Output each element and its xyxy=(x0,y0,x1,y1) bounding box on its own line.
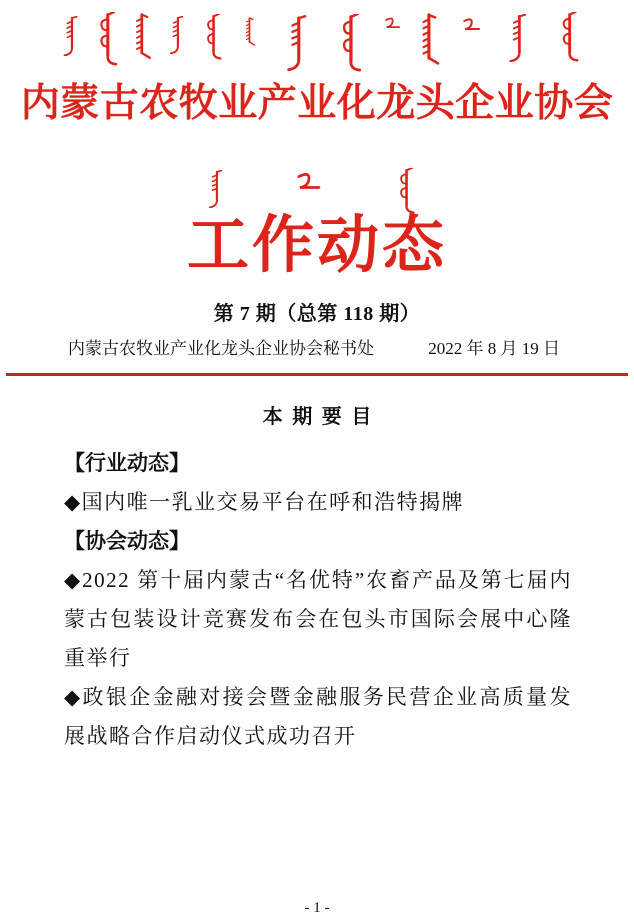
toc-heading: 本 期 要 目 xyxy=(262,406,374,428)
mongolian-word-icon xyxy=(392,168,418,214)
bulletin-title: 工作动态 xyxy=(186,212,447,280)
mongolian-word-icon xyxy=(240,17,258,47)
mongolian-word-icon xyxy=(552,12,584,62)
section-label-industry: 【行业动态】 xyxy=(64,452,190,475)
publisher-name: 内蒙古农牧业产业化龙头企业协会秘书处 xyxy=(68,339,374,358)
toc-item: ◆国内唯一乳业交易平台在呼和浩特揭牌 xyxy=(64,490,465,514)
mongolian-word-icon xyxy=(284,14,308,72)
mongolian-word-icon xyxy=(203,170,227,208)
mongolian-word-icon xyxy=(92,12,120,66)
mongolian-word-icon xyxy=(199,14,225,60)
table-of-contents xyxy=(64,404,572,756)
mongolian-word-icon xyxy=(383,16,401,31)
byline-row xyxy=(68,334,560,359)
association-name-title: 内蒙古农牧业产业化龙头企业协会 xyxy=(20,82,614,125)
mongolian-word-icon xyxy=(461,16,481,34)
section-label-association: 【协会动态】 xyxy=(64,530,190,553)
publication-date: 2022 年 8 月 19 日 xyxy=(428,339,560,358)
page-number: - 1 - xyxy=(304,900,330,916)
mongolian-word-icon xyxy=(165,16,187,54)
mongolian-word-icon xyxy=(414,13,442,67)
mongolian-word-icon xyxy=(57,16,83,56)
mongolian-word-icon xyxy=(290,172,326,192)
toc-item: ◆政银企金融对接会暨金融服务民营企业高质量发展战略合作启动仪式成功召开 xyxy=(64,685,572,748)
divider-rule xyxy=(6,373,628,376)
issue-number: 第 7 期（总第 118 期） xyxy=(213,303,421,325)
toc-item: ◆2022 第十届内蒙古“名优特”农畜产品及第七届内蒙古包装设计竞赛发布会在包头市国际会展中心隆重举行 xyxy=(64,568,572,670)
mongolian-word-icon xyxy=(335,14,363,72)
mongolian-word-icon xyxy=(504,14,530,62)
mongolian-word-icon xyxy=(127,13,155,61)
